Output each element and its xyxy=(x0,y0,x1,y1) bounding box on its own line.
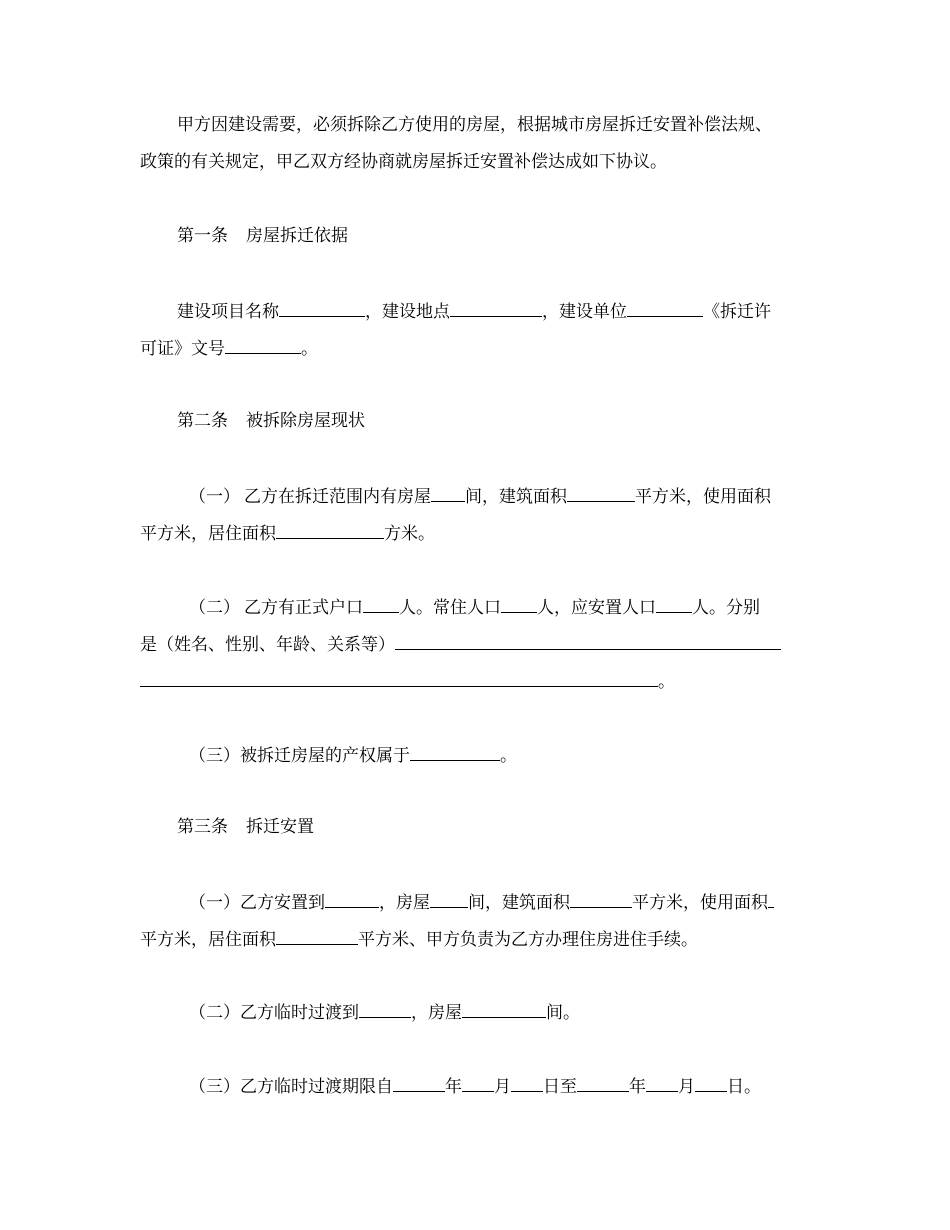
article3-item2 xyxy=(189,1001,580,1023)
floor-area-blank[interactable] xyxy=(570,891,632,908)
persons-detail-blank-1[interactable] xyxy=(395,633,781,650)
year-label: 年 xyxy=(445,1077,462,1097)
rooms-blank[interactable] xyxy=(431,485,465,502)
registered-label: 乙方有正式户口 xyxy=(244,598,363,618)
item-label: （三） xyxy=(189,1077,240,1097)
item-label: （一） xyxy=(189,487,240,507)
persons-detail-label: 是（姓名、性别、年龄、关系等） xyxy=(140,635,395,655)
resettle-blank[interactable] xyxy=(656,596,692,613)
article1-para-line-2 xyxy=(140,337,318,359)
item-label: （一） xyxy=(189,893,240,913)
item-label: （二） xyxy=(189,1003,240,1023)
article1-title: 房屋拆迁依据 xyxy=(246,226,348,246)
start-month-blank[interactable] xyxy=(462,1075,494,1092)
article3-item1-line-1 xyxy=(189,891,774,913)
period: 。 xyxy=(301,339,318,359)
item-label: （三） xyxy=(189,746,240,766)
floor-area-blank[interactable] xyxy=(567,485,635,502)
article1-para-line-1 xyxy=(177,300,771,322)
day-to-label: 日至 xyxy=(543,1077,577,1097)
floor-area-label: 间，建筑面积 xyxy=(468,893,570,913)
site-label: ，建设地点 xyxy=(365,302,450,322)
end-month-blank[interactable] xyxy=(646,1075,678,1092)
article3-item1-line-2 xyxy=(140,928,698,950)
article2-item2-line-1 xyxy=(189,596,760,618)
article3-item3 xyxy=(189,1075,761,1097)
usable-area-label: 平方米，使用面积 xyxy=(632,893,768,913)
rooms-unit-label: 间。 xyxy=(546,1003,580,1023)
temp-rooms-blank[interactable] xyxy=(462,1001,546,1018)
respectively-label: 人。分别 xyxy=(692,598,760,618)
temp-transition-label: 乙方临时过渡到 xyxy=(240,1003,359,1023)
intro-text-1: 甲方因建设需要，必须拆除乙方使用的房屋，根据城市房屋拆迁安置补偿法规、 xyxy=(177,115,772,135)
article1-number: 第一条 xyxy=(177,226,228,246)
intro-line-1 xyxy=(177,115,772,135)
relocate-to-label: 乙方安置到 xyxy=(240,893,325,913)
house-rooms-blank[interactable] xyxy=(430,891,468,908)
living-area-label: 平方米，居住面积 xyxy=(140,524,276,544)
day-label: 日。 xyxy=(727,1077,761,1097)
month-label: 月 xyxy=(494,1077,511,1097)
intro-line-2 xyxy=(140,152,667,172)
unit-label: 方米。 xyxy=(384,524,435,544)
article2-heading xyxy=(177,411,365,431)
end-day-blank[interactable] xyxy=(695,1075,727,1092)
ownership-label: 被拆迁房屋的产权属于 xyxy=(240,746,410,766)
permit-number-blank[interactable] xyxy=(225,337,301,354)
project-name-blank[interactable] xyxy=(279,300,365,317)
permit-number-label: 可证》文号 xyxy=(140,339,225,359)
living-area-label: 平方米，居住面积 xyxy=(140,930,276,950)
article3-heading xyxy=(177,817,314,837)
rooms-label: 乙方在拆迁范围内有房屋 xyxy=(244,487,431,507)
persons-detail-blank-2[interactable] xyxy=(140,670,658,687)
article2-number: 第二条 xyxy=(177,411,228,431)
registered-blank[interactable] xyxy=(363,596,399,613)
article3-title: 拆迁安置 xyxy=(246,817,314,837)
move-in-label: 平方米、甲方负责为乙方办理住房进住手续。 xyxy=(358,930,698,950)
living-area-blank[interactable] xyxy=(276,928,358,945)
transition-period-label: 乙方临时过渡期限自 xyxy=(240,1077,393,1097)
article2-item3 xyxy=(189,744,517,766)
site-blank[interactable] xyxy=(450,300,542,317)
period: 。 xyxy=(658,672,675,692)
article2-item2-line-3 xyxy=(140,670,675,692)
builder-blank[interactable] xyxy=(627,300,703,317)
article2-item1-line-2 xyxy=(140,522,435,544)
period: 。 xyxy=(500,746,517,766)
ownership-blank[interactable] xyxy=(410,744,500,761)
start-year-blank[interactable] xyxy=(393,1075,445,1092)
usable-area-blank[interactable] xyxy=(768,891,774,908)
temp-location-blank[interactable] xyxy=(359,1001,411,1018)
living-area-blank[interactable] xyxy=(276,522,384,539)
article3-number: 第三条 xyxy=(177,817,228,837)
start-day-blank[interactable] xyxy=(511,1075,543,1092)
house-label: ，房屋 xyxy=(379,893,430,913)
usable-area-label: 平方米，使用面积 xyxy=(635,487,771,507)
resident-blank[interactable] xyxy=(501,596,537,613)
month-label: 月 xyxy=(678,1077,695,1097)
article2-title: 被拆除房屋现状 xyxy=(246,411,365,431)
intro-text-2: 政策的有关规定，甲乙双方经协商就房屋拆迁安置补偿达成如下协议。 xyxy=(140,152,667,172)
builder-label: ，建设单位 xyxy=(542,302,627,322)
item-label: （二） xyxy=(189,598,240,618)
floor-area-label: 间，建筑面积 xyxy=(465,487,567,507)
article1-heading xyxy=(177,226,348,246)
relocate-to-blank[interactable] xyxy=(325,891,379,908)
article2-item2-line-2 xyxy=(140,633,781,655)
permit-label-start: 《拆迁许 xyxy=(703,302,771,322)
year-label: 年 xyxy=(629,1077,646,1097)
article2-item1-line-1 xyxy=(189,485,771,507)
end-year-blank[interactable] xyxy=(577,1075,629,1092)
resettle-label: 人，应安置人口 xyxy=(537,598,656,618)
resident-label: 人。常住人口 xyxy=(399,598,501,618)
project-name-label: 建设项目名称 xyxy=(177,302,279,322)
house-label: ，房屋 xyxy=(411,1003,462,1023)
